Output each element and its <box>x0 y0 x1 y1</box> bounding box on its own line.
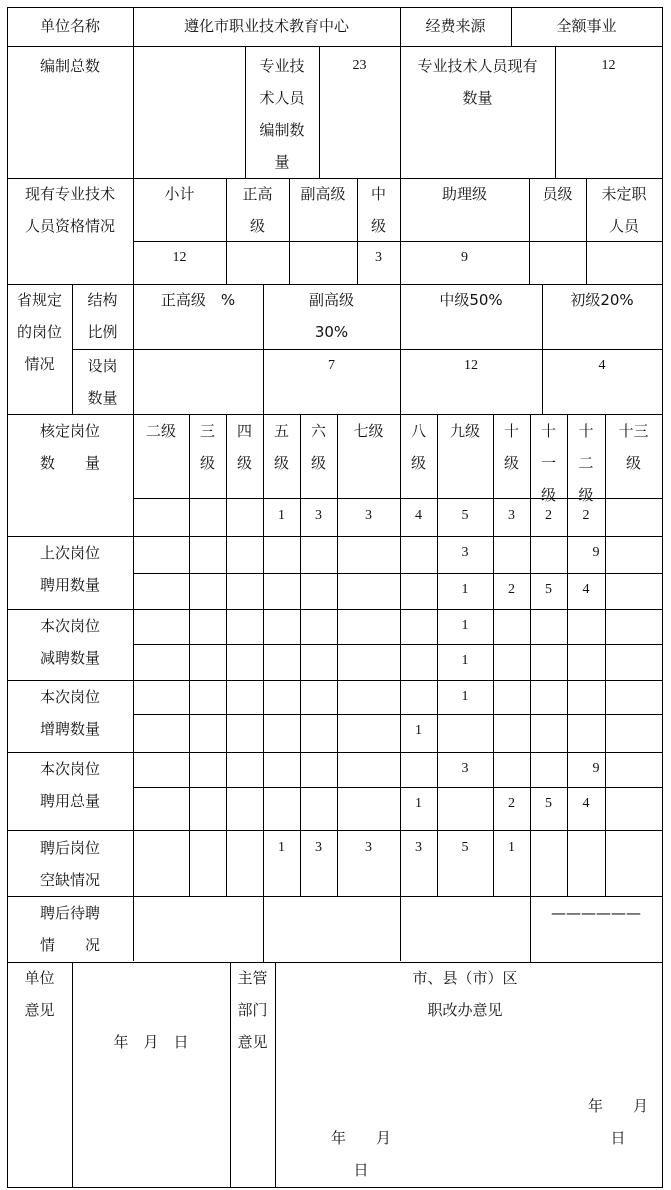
post-value: 7 <box>328 358 335 373</box>
grid-line <box>337 414 338 897</box>
vacancy-cell: 3 <box>315 840 322 855</box>
grade-cell: 4 <box>582 796 590 811</box>
grade-header: 五 级 <box>273 422 289 472</box>
grid-line <box>7 1187 663 1188</box>
prof-staff-label: 专业技 术人员 编制数 量 <box>259 57 305 171</box>
qual-value: 3 <box>375 250 382 265</box>
prof-current-label: 专业技术人员现有 数量 <box>417 57 538 107</box>
group-value: 3 <box>461 545 469 560</box>
grade-cell: 2 <box>508 582 515 597</box>
qual-header: 助理级 <box>441 185 487 203</box>
grade-header: 八 级 <box>410 422 426 472</box>
grid-line <box>300 414 301 897</box>
grade-cell: 1 <box>461 653 469 668</box>
ratio-label: 结构 比例 <box>87 291 118 341</box>
qual-header: 副高级 <box>300 185 346 203</box>
vacancy-cell: 1 <box>508 840 515 855</box>
unit-opinion-date: 年 月 日 <box>113 1033 189 1051</box>
ratio-value: 初级20% <box>570 291 634 309</box>
grid-line <box>134 714 663 715</box>
grade-cell: 2 <box>508 796 515 811</box>
prof-current-value: 12 <box>601 58 616 73</box>
grade-header: 四 级 <box>236 422 252 472</box>
ratio-value: 中级50% <box>439 291 503 309</box>
grade-value: 3 <box>315 508 322 523</box>
grade-cell: 1 <box>461 582 469 597</box>
qual-value: 12 <box>172 250 187 265</box>
post-value: 4 <box>598 358 606 373</box>
grade-value: 2 <box>582 508 590 523</box>
grid-line <box>7 962 663 963</box>
grade-header: 九级 <box>449 422 480 440</box>
qual-header: 正高 级 <box>242 185 273 235</box>
grade-header: 十三 级 <box>618 422 649 472</box>
grade-header: 三 级 <box>199 422 215 472</box>
grid-line <box>7 7 663 8</box>
qual-header: 中 级 <box>370 185 386 235</box>
group-value: 9 <box>592 545 600 560</box>
post-value: 12 <box>464 358 478 373</box>
grid-line <box>493 414 494 897</box>
posts-label: 设岗 数量 <box>87 357 118 407</box>
pending-label: 聘后待聘 情 况 <box>39 904 100 954</box>
vacancy-cell: 5 <box>461 840 469 855</box>
qual-header: 小计 <box>164 185 195 203</box>
unit-name-value: 遵化市职业技术教育中心 <box>183 17 349 35</box>
pending-dash: —————— <box>551 904 641 922</box>
vacancy-label: 聘后岗位 空缺情况 <box>39 839 100 889</box>
grid-line <box>189 414 190 897</box>
qualification-label: 现有专业技术 人员资格情况 <box>24 185 115 235</box>
group-value: 9 <box>592 761 600 776</box>
grid-line <box>226 414 227 897</box>
grade-header: 十 级 <box>503 422 519 472</box>
funding-value: 全额事业 <box>556 17 617 35</box>
unit-name-label: 单位名称 <box>39 17 100 35</box>
prof-staff-value: 23 <box>352 58 367 73</box>
qual-header: 未定职 人员 <box>601 185 647 235</box>
grade-value: 2 <box>545 508 552 523</box>
grid-line <box>662 7 663 1188</box>
grid-line <box>134 644 663 645</box>
grade-cell: 4 <box>582 582 590 597</box>
qual-header: 员级 <box>542 185 573 203</box>
grid-line <box>605 414 606 897</box>
grid-line <box>7 830 663 831</box>
grade-header: 十 一 级 <box>540 422 556 504</box>
vacancy-cell: 3 <box>365 840 372 855</box>
grade-cell: 1 <box>415 796 422 811</box>
row-label: 本次岗位 减聘数量 <box>39 617 100 667</box>
ratio-value: 正高级 % <box>160 291 236 309</box>
grid-line <box>133 7 134 961</box>
row-label: 本次岗位 聘用总量 <box>39 760 100 810</box>
grid-line <box>263 414 264 962</box>
grade-header: 十 二 级 <box>578 422 594 504</box>
office-opinion-date: 年 月 日 <box>587 1097 648 1147</box>
grid-line <box>7 46 663 47</box>
grade-value: 1 <box>278 508 285 523</box>
grade-header: 七级 <box>353 422 384 440</box>
approved-label: 核定岗位 数 量 <box>39 422 100 472</box>
grade-cell: 5 <box>545 582 552 597</box>
grade-value: 4 <box>415 508 422 523</box>
office-opinion-label: 市、县（市）区 职改办意见 <box>412 969 518 1019</box>
grade-cell: 5 <box>545 796 552 811</box>
total-staff-label: 编制总数 <box>39 57 100 75</box>
unit-opinion-label: 单位 意见 <box>24 969 55 1019</box>
dept-opinion-date: 年 月 日 <box>330 1129 391 1179</box>
vacancy-cell: 1 <box>278 840 285 855</box>
grade-header: 二级 <box>145 422 176 440</box>
grade-cell: 1 <box>415 723 422 738</box>
group-value: 1 <box>461 689 469 704</box>
grade-value: 3 <box>365 508 372 523</box>
provincial-label: 省规定 的岗位 情况 <box>16 291 62 373</box>
qual-value: 9 <box>461 250 468 265</box>
vacancy-cell: 3 <box>415 840 422 855</box>
group-value: 3 <box>461 761 469 776</box>
grade-header: 六 级 <box>310 422 326 472</box>
ratio-value: 副高级 30% <box>308 291 354 341</box>
grid-line <box>72 962 73 1188</box>
dept-opinion-label: 主管 部门 意见 <box>237 969 268 1051</box>
funding-label: 经费来源 <box>425 17 486 35</box>
grid-line <box>275 962 276 1188</box>
grade-value: 5 <box>461 508 469 523</box>
row-label: 本次岗位 增聘数量 <box>39 688 100 738</box>
grade-value: 3 <box>508 508 515 523</box>
row-label: 上次岗位 聘用数量 <box>39 544 100 594</box>
group-value: 1 <box>461 618 469 633</box>
